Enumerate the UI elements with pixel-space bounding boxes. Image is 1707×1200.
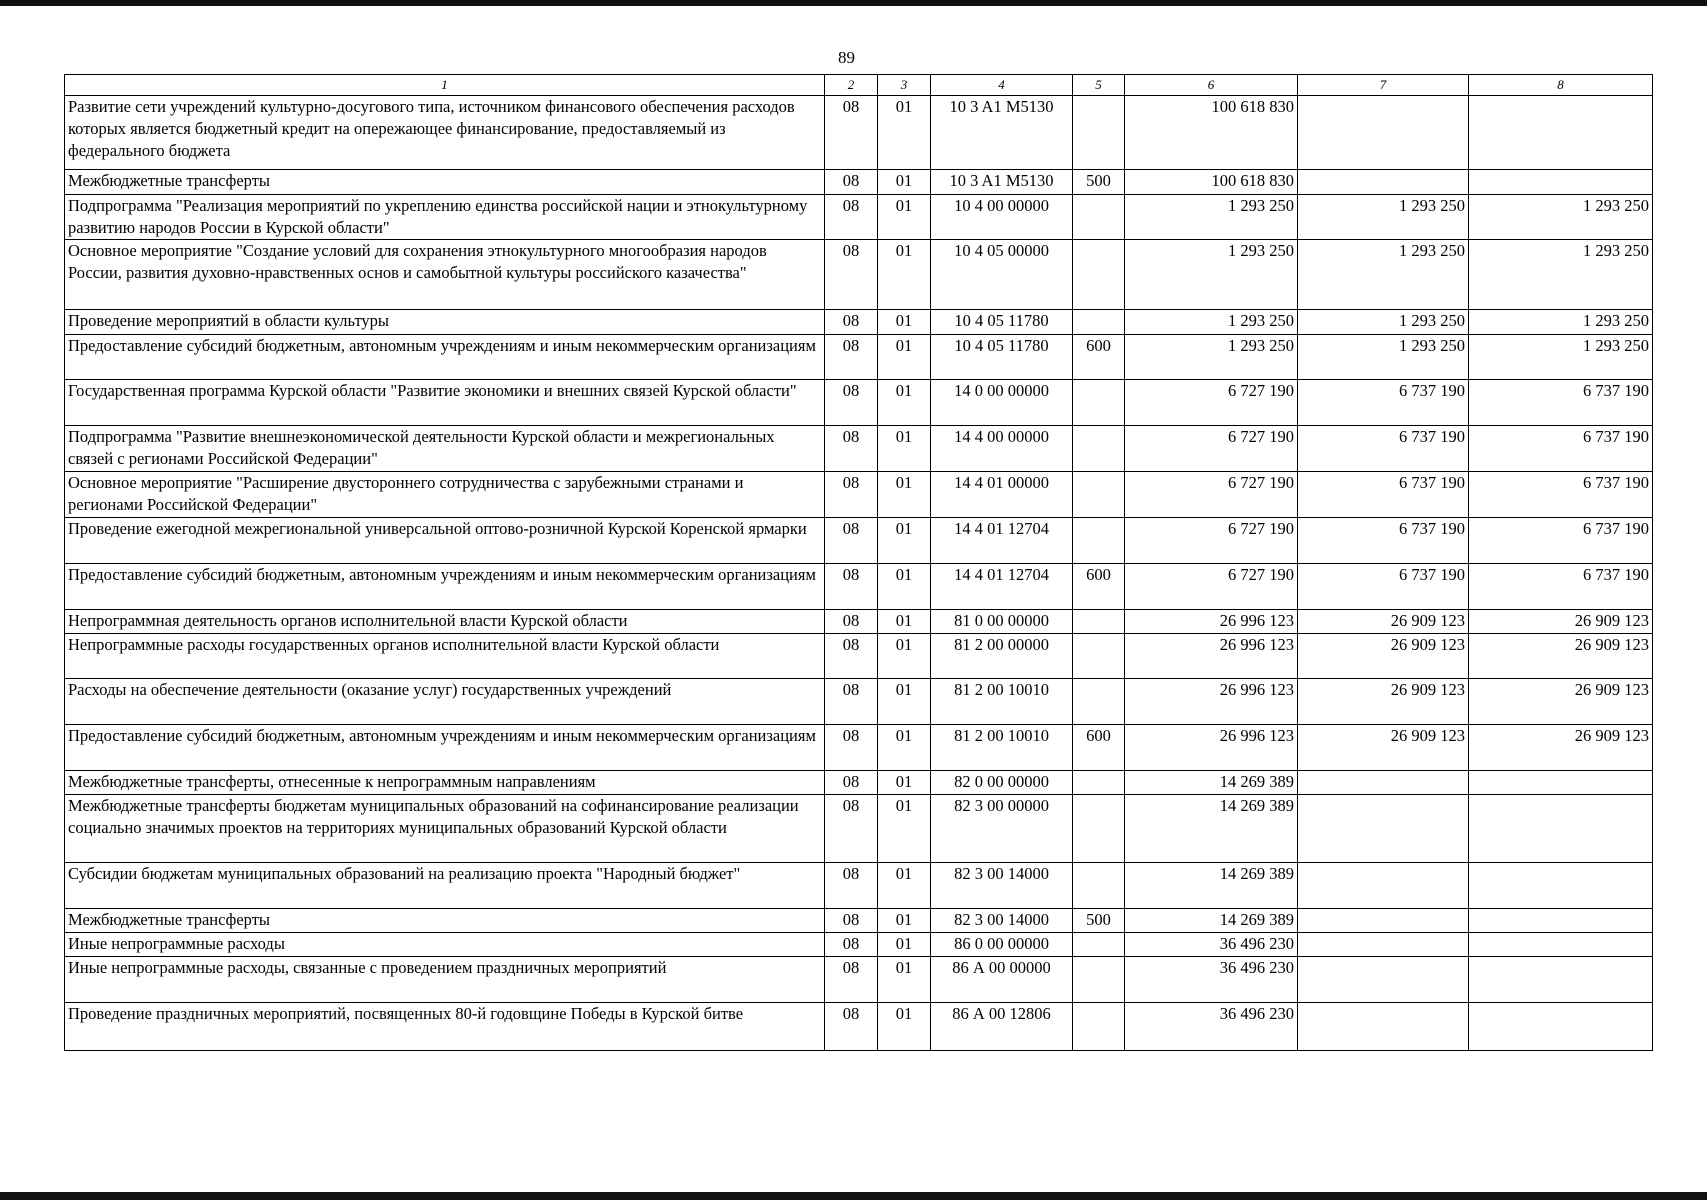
row-section: 08 [825,634,878,679]
row-name: Иные непрограммные расходы, связанные с проведением праздничных мероприятий [65,957,825,1003]
row-amount-col8: 6 737 190 [1469,518,1653,564]
table-row [65,909,1653,933]
row-amount-col6: 36 496 230 [1125,1003,1298,1051]
row-expense-type [1073,771,1125,795]
row-amount-col7: 26 909 123 [1298,725,1469,771]
row-section: 08 [825,725,878,771]
row-target-code: 81 2 00 10010 [931,679,1073,725]
row-target-code: 10 4 05 11780 [931,310,1073,335]
row-amount-col6: 14 269 389 [1125,795,1298,863]
row-subsection: 01 [878,933,931,957]
row-section: 08 [825,426,878,472]
row-target-code: 10 3 A1 M5130 [931,170,1073,195]
row-section: 08 [825,96,878,170]
row-expense-type [1073,380,1125,426]
row-amount-col7 [1298,96,1469,170]
row-subsection: 01 [878,472,931,518]
row-section: 08 [825,771,878,795]
row-amount-col8 [1469,170,1653,195]
row-target-code: 10 4 05 00000 [931,240,1073,310]
row-subsection: 01 [878,564,931,610]
table-row [65,518,1653,564]
row-section: 08 [825,564,878,610]
row-expense-type [1073,472,1125,518]
row-amount-col8 [1469,863,1653,909]
row-name: Иные непрограммные расходы [65,933,825,957]
row-amount-col8: 1 293 250 [1469,335,1653,380]
row-expense-type [1073,518,1125,564]
row-subsection: 01 [878,240,931,310]
table-row [65,240,1653,310]
row-name: Подпрограмма "Развитие внешнеэкономической деятельности Курской области и межрегиональных связей с регионами Российской Федерации" [65,426,825,472]
row-amount-col7: 26 909 123 [1298,679,1469,725]
row-name: Основное мероприятие "Расширение двустороннего сотрудничества с зарубежными странами и регионами Российской Федерации" [65,472,825,518]
row-subsection: 01 [878,679,931,725]
row-expense-type [1073,96,1125,170]
row-amount-col6: 1 293 250 [1125,310,1298,335]
row-target-code: 10 3 A1 M5130 [931,96,1073,170]
row-amount-col7: 6 737 190 [1298,472,1469,518]
column-header-5: 5 [1073,75,1125,96]
row-amount-col7: 1 293 250 [1298,195,1469,240]
table-row [65,170,1653,195]
row-amount-col6: 26 996 123 [1125,634,1298,679]
row-section: 08 [825,310,878,335]
scan-bottom-border [0,1192,1707,1200]
row-section: 08 [825,472,878,518]
row-target-code: 82 0 00 00000 [931,771,1073,795]
row-amount-col8: 26 909 123 [1469,634,1653,679]
row-section: 08 [825,335,878,380]
row-amount-col6: 14 269 389 [1125,909,1298,933]
row-subsection: 01 [878,195,931,240]
row-amount-col7 [1298,1003,1469,1051]
row-name: Межбюджетные трансферты [65,909,825,933]
row-amount-col7 [1298,909,1469,933]
row-expense-type: 600 [1073,725,1125,771]
row-name: Предоставление субсидий бюджетным, автономным учреждениям и иным некоммерческим организациям [65,335,825,380]
row-name: Государственная программа Курской области "Развитие экономики и внешних связей Курской области" [65,380,825,426]
row-amount-col8: 26 909 123 [1469,610,1653,634]
row-name: Предоставление субсидий бюджетным, автономным учреждениям и иным некоммерческим организациям [65,564,825,610]
row-expense-type [1073,679,1125,725]
row-name: Расходы на обеспечение деятельности (оказание услуг) государственных учреждений [65,679,825,725]
table-row [65,634,1653,679]
row-subsection: 01 [878,957,931,1003]
table-row [65,195,1653,240]
row-expense-type: 500 [1073,170,1125,195]
row-amount-col6: 6 727 190 [1125,518,1298,564]
row-target-code: 82 3 00 14000 [931,909,1073,933]
row-amount-col8: 6 737 190 [1469,426,1653,472]
row-section: 08 [825,679,878,725]
row-name: Непрограммная деятельность органов исполнительной власти Курской области [65,610,825,634]
row-subsection: 01 [878,795,931,863]
row-expense-type [1073,240,1125,310]
row-target-code: 86 А 00 00000 [931,957,1073,1003]
row-name: Субсидии бюджетам муниципальных образований на реализацию проекта "Народный бюджет" [65,863,825,909]
table-row [65,725,1653,771]
row-amount-col8: 1 293 250 [1469,195,1653,240]
row-subsection: 01 [878,909,931,933]
row-target-code: 14 4 01 12704 [931,564,1073,610]
row-subsection: 01 [878,335,931,380]
row-amount-col7 [1298,795,1469,863]
row-subsection: 01 [878,170,931,195]
row-section: 08 [825,170,878,195]
row-amount-col7: 6 737 190 [1298,518,1469,564]
row-name: Подпрограмма "Реализация мероприятий по укреплению единства российской нации и этнокультурному развитию народов России в Курской области" [65,195,825,240]
row-expense-type [1073,634,1125,679]
row-amount-col6: 100 618 830 [1125,170,1298,195]
row-amount-col6: 14 269 389 [1125,863,1298,909]
row-expense-type [1073,795,1125,863]
column-header-7: 7 [1298,75,1469,96]
row-section: 08 [825,909,878,933]
row-name: Межбюджетные трансферты [65,170,825,195]
column-header-3: 3 [878,75,931,96]
row-section: 08 [825,863,878,909]
row-amount-col8: 6 737 190 [1469,564,1653,610]
row-section: 08 [825,957,878,1003]
table-row [65,426,1653,472]
table-row [65,472,1653,518]
column-header-2: 2 [825,75,878,96]
row-expense-type [1073,1003,1125,1051]
row-amount-col8 [1469,909,1653,933]
row-amount-col8 [1469,1003,1653,1051]
row-amount-col8 [1469,96,1653,170]
row-amount-col7: 6 737 190 [1298,380,1469,426]
row-name: Межбюджетные трансферты, отнесенные к непрограммным направлениям [65,771,825,795]
row-subsection: 01 [878,518,931,564]
row-section: 08 [825,518,878,564]
row-target-code: 10 4 00 00000 [931,195,1073,240]
row-amount-col6: 1 293 250 [1125,240,1298,310]
table-row [65,564,1653,610]
row-subsection: 01 [878,426,931,472]
row-target-code: 82 3 00 00000 [931,795,1073,863]
table-row [65,335,1653,380]
column-header-8: 8 [1469,75,1653,96]
row-expense-type: 500 [1073,909,1125,933]
row-subsection: 01 [878,96,931,170]
row-amount-col7: 26 909 123 [1298,634,1469,679]
row-subsection: 01 [878,771,931,795]
row-amount-col8 [1469,957,1653,1003]
row-subsection: 01 [878,380,931,426]
row-name: Проведение праздничных мероприятий, посвященных 80-й годовщине Победы в Курской битве [65,1003,825,1051]
row-subsection: 01 [878,634,931,679]
row-subsection: 01 [878,863,931,909]
row-amount-col8 [1469,771,1653,795]
row-name: Проведение мероприятий в области культуры [65,310,825,335]
row-expense-type: 600 [1073,564,1125,610]
row-target-code: 86 А 00 12806 [931,1003,1073,1051]
column-header-1: 1 [65,75,825,96]
row-amount-col6: 6 727 190 [1125,426,1298,472]
row-amount-col8: 1 293 250 [1469,240,1653,310]
scan-top-border [0,0,1707,6]
column-header-6: 6 [1125,75,1298,96]
row-amount-col6: 1 293 250 [1125,335,1298,380]
row-expense-type [1073,957,1125,1003]
row-name: Развитие сети учреждений культурно-досугового типа, источником финансового обеспечения расходов которых является бюджетный кредит на опережающее финансирование, предоставляемый из федерального бюджета [65,96,825,170]
row-section: 08 [825,795,878,863]
row-amount-col6: 14 269 389 [1125,771,1298,795]
table-row [65,679,1653,725]
row-section: 08 [825,610,878,634]
row-target-code: 81 0 00 00000 [931,610,1073,634]
table-row [65,771,1653,795]
row-section: 08 [825,195,878,240]
table-row [65,380,1653,426]
row-amount-col6: 6 727 190 [1125,380,1298,426]
row-amount-col6: 100 618 830 [1125,96,1298,170]
row-section: 08 [825,380,878,426]
table-row [65,96,1653,170]
row-amount-col6: 1 293 250 [1125,195,1298,240]
row-expense-type: 600 [1073,335,1125,380]
row-amount-col6: 26 996 123 [1125,725,1298,771]
table-row [65,610,1653,634]
row-target-code: 81 2 00 00000 [931,634,1073,679]
row-subsection: 01 [878,310,931,335]
row-name: Основное мероприятие "Создание условий для сохранения этнокультурного многообразия народов России, развития духовно-нравственных основ и самобытной культуры российского казачества" [65,240,825,310]
row-target-code: 14 4 01 12704 [931,518,1073,564]
row-amount-col7: 1 293 250 [1298,335,1469,380]
row-expense-type [1073,195,1125,240]
row-amount-col7: 1 293 250 [1298,310,1469,335]
row-amount-col6: 26 996 123 [1125,610,1298,634]
row-section: 08 [825,1003,878,1051]
row-amount-col7: 6 737 190 [1298,426,1469,472]
budget-table [64,74,1653,1051]
row-section: 08 [825,933,878,957]
row-target-code: 14 0 00 00000 [931,380,1073,426]
row-amount-col7 [1298,771,1469,795]
row-target-code: 14 4 01 00000 [931,472,1073,518]
row-name: Проведение ежегодной межрегиональной универсальной оптово-розничной Курской Коренской ярмарки [65,518,825,564]
table-row [65,933,1653,957]
row-amount-col7 [1298,863,1469,909]
row-name: Предоставление субсидий бюджетным, автономным учреждениям и иным некоммерческим организациям [65,725,825,771]
page-number: 89 [838,48,855,67]
row-subsection: 01 [878,725,931,771]
table-row [65,863,1653,909]
table-body [65,96,1653,1051]
row-amount-col8: 6 737 190 [1469,380,1653,426]
table-row [65,957,1653,1003]
row-expense-type [1073,426,1125,472]
row-target-code: 14 4 00 00000 [931,426,1073,472]
row-target-code: 10 4 05 11780 [931,335,1073,380]
table-row [65,795,1653,863]
row-expense-type [1073,863,1125,909]
table-row [65,1003,1653,1051]
column-header-4: 4 [931,75,1073,96]
row-amount-col8: 26 909 123 [1469,725,1653,771]
row-amount-col7: 1 293 250 [1298,240,1469,310]
row-amount-col7: 26 909 123 [1298,610,1469,634]
row-target-code: 82 3 00 14000 [931,863,1073,909]
row-amount-col8: 26 909 123 [1469,679,1653,725]
row-amount-col6: 6 727 190 [1125,472,1298,518]
row-name: Непрограммные расходы государственных органов исполнительной власти Курской области [65,634,825,679]
row-expense-type [1073,610,1125,634]
row-amount-col7: 6 737 190 [1298,564,1469,610]
row-subsection: 01 [878,1003,931,1051]
row-section: 08 [825,240,878,310]
row-subsection: 01 [878,610,931,634]
row-target-code: 86 0 00 00000 [931,933,1073,957]
row-amount-col6: 6 727 190 [1125,564,1298,610]
row-amount-col7 [1298,957,1469,1003]
row-amount-col8 [1469,795,1653,863]
row-name: Межбюджетные трансферты бюджетам муниципальных образований на софинансирование реализации социально значимых проектов на территориях муниципальных образований Курской области [65,795,825,863]
row-amount-col8: 6 737 190 [1469,472,1653,518]
column-number-row [65,75,1653,96]
row-target-code: 81 2 00 10010 [931,725,1073,771]
row-expense-type [1073,310,1125,335]
row-amount-col6: 36 496 230 [1125,957,1298,1003]
row-amount-col7 [1298,933,1469,957]
row-amount-col8: 1 293 250 [1469,310,1653,335]
row-amount-col6: 36 496 230 [1125,933,1298,957]
table-row [65,310,1653,335]
row-amount-col6: 26 996 123 [1125,679,1298,725]
row-amount-col8 [1469,933,1653,957]
row-amount-col7 [1298,170,1469,195]
row-expense-type [1073,933,1125,957]
